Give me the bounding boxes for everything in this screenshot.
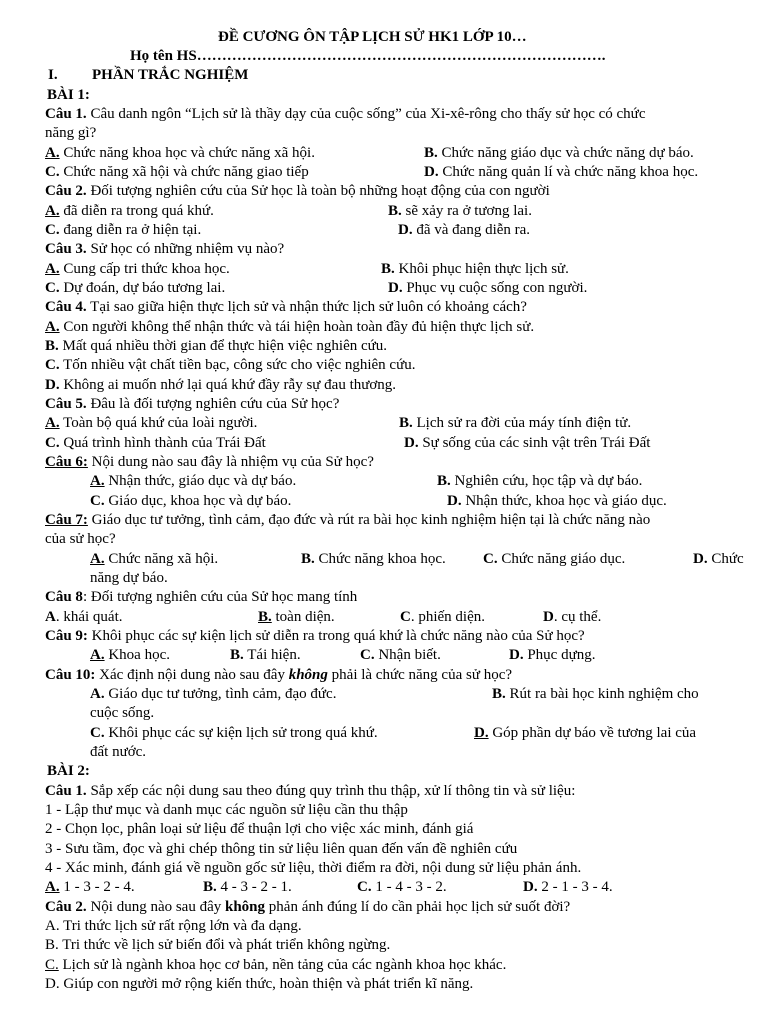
q2-label: Câu 2. — [45, 183, 87, 199]
q7-option-d[interactable]: D. Chức — [693, 551, 744, 567]
q1-option-d[interactable]: D. Chức năng quản lí và chức năng khoa học. — [424, 164, 699, 180]
student-name-dots: ………………………………………………………………………. — [196, 48, 606, 64]
q1-label: Câu 1. — [45, 106, 87, 122]
q10-option-b-cont[interactable]: cuộc sống. — [90, 705, 155, 721]
q9-text: Khôi phục các sự kiện lịch sử diễn ra trong quá khứ là chức năng nào của Sử học? — [87, 628, 585, 644]
question-6 — [0, 453, 768, 472]
q2-option-c[interactable]: C. đang diễn ra ở hiện tại. — [45, 222, 202, 238]
q4-label: Câu 4. — [45, 299, 87, 315]
q5-option-c[interactable]: C. Quá trình hình thành của Trái Đất — [45, 435, 266, 451]
b2-q1-option-b[interactable]: B. 4 - 3 - 2 - 1. — [203, 879, 292, 895]
q7-option-a[interactable]: A. Chức năng xã hội. — [90, 551, 219, 567]
q5-option-b[interactable]: B. Lịch sử ra đời của máy tính điện tử. — [399, 415, 632, 431]
part-heading-1 — [0, 86, 768, 105]
q2-option-d[interactable]: D. đã và đang diễn ra. — [398, 222, 531, 238]
b2-q2-label: Câu 2. — [45, 899, 87, 915]
q4-option-b[interactable]: B. Mất quá nhiều thời gian để thực hiện việc nghiên cứu. — [45, 338, 388, 354]
q8-text: : Đối tượng nghiên cứu của Sử học mang tính — [82, 589, 358, 605]
section-number: I. — [48, 67, 58, 83]
q8-option-b[interactable]: B. toàn diện. — [258, 609, 335, 625]
q3-option-d[interactable]: D. Phục vụ cuộc sống con người. — [388, 280, 588, 296]
q6-option-d[interactable]: D. Nhận thức, khoa học và giáo dục. — [447, 493, 667, 509]
q5-option-a[interactable]: A. Toàn bộ quá khứ của loài người. — [45, 415, 258, 431]
title-line — [0, 28, 768, 47]
q4-option-a[interactable]: A. Con người không thể nhận thức và tái hiện hoàn toàn đầy đủ hiện thực lịch sử. — [45, 319, 535, 335]
part2-title: BÀI 2: — [47, 763, 90, 779]
page-title: ĐỀ CƯƠNG ÔN TẬP LỊCH SỬ HK1 LỚP 10… — [218, 29, 527, 45]
q6-text: Nội dung nào sau đây là nhiệm vụ của Sử học? — [87, 454, 374, 470]
b2-q2-option-c[interactable]: C. Lịch sử là ngành khoa học cơ bản, nền tảng của các ngành khoa học khác. — [45, 957, 507, 973]
b2-q1-item: 3 - Sưu tầm, đọc và ghi chép thông tin sử liệu liên quan đến vấn đề nghiên cứu — [45, 841, 518, 857]
b2-q1-label: Câu 1. — [45, 783, 87, 799]
q8-label: Câu 8 — [45, 589, 83, 605]
q9-option-a[interactable]: A. Khoa học. — [90, 647, 170, 663]
question-7 — [0, 511, 768, 530]
b2-q1-option-a[interactable]: A. 1 - 3 - 2 - 4. — [45, 879, 135, 895]
question-3 — [0, 240, 768, 259]
q9-option-c[interactable]: C. Nhận biết. — [360, 647, 441, 663]
q9-option-d[interactable]: D. Phục dựng. — [509, 647, 596, 663]
q4-option-d[interactable]: D. Không ai muốn nhớ lại quá khứ đầy rẫy sự đau thương. — [45, 377, 397, 393]
q2-option-b[interactable]: B. sẽ xảy ra ở tương lai. — [388, 203, 532, 219]
q7-option-c[interactable]: C. Chức năng giáo dục. — [483, 551, 626, 567]
q3-label: Câu 3. — [45, 241, 87, 257]
question-2 — [0, 182, 768, 201]
q5-label: Câu 5. — [45, 396, 87, 412]
q6-option-c[interactable]: C. Giáo dục, khoa học và dự báo. — [90, 493, 292, 509]
b2-q1-item: 4 - Xác minh, đánh giá về nguồn gốc sử liệu, thời điểm ra đời, nội dung sử liệu phản ánh. — [45, 860, 582, 876]
question-8 — [0, 588, 768, 607]
q5-option-d[interactable]: D. Sự sống của các sinh vật trên Trái Đất — [404, 435, 651, 451]
q10-emphasis: không — [288, 667, 328, 683]
q1-option-b[interactable]: B. Chức năng giáo dục và chức năng dự báo. — [424, 145, 694, 161]
b2-q1-option-d[interactable]: D. 2 - 1 - 3 - 4. — [523, 879, 613, 895]
b2-question-2: Câu 2. Nội dung nào sau đây không phản ánh đúng lí do cần phải học lịch sử suốt đời? — [45, 899, 571, 915]
q10-option-d[interactable]: D. Góp phần dự báo về tương lai của — [474, 725, 697, 741]
q1-option-a[interactable]: A. Chức năng khoa học và chức năng xã hội. — [45, 145, 315, 161]
q3-option-c[interactable]: C. Dự đoán, dự báo tương lai. — [45, 280, 226, 296]
q6-option-a[interactable]: A. Nhận thức, giáo dục và dự báo. — [90, 473, 297, 489]
q9-option-b[interactable]: B. Tái hiện. — [230, 647, 301, 663]
b2-q1-option-c[interactable]: C. 1 - 4 - 3 - 2. — [357, 879, 447, 895]
q7-option-d-cont[interactable]: năng dự báo. — [90, 570, 168, 586]
q1-text: Câu danh ngôn “Lịch sử là thầy dạy của cuộc sống” của Xi-xê-rông cho thấy sử học có chức — [86, 106, 646, 122]
q3-option-b[interactable]: B. Khôi phục hiện thực lịch sử. — [381, 261, 569, 277]
b2-q2-option-d[interactable]: D. Giúp con người mở rộng kiến thức, hoàn thiện và phát triển kĩ năng. — [45, 976, 474, 992]
q10-option-b[interactable]: B. Rút ra bài học kinh nghiệm cho — [492, 686, 699, 702]
q4-option-c[interactable]: C. Tốn nhiều vật chất tiền bạc, công sức cho việc nghiên cứu. — [45, 357, 416, 373]
q7-text-cont: của sử học? — [45, 531, 116, 547]
q1-options-ab — [0, 144, 768, 163]
part-heading-2 — [0, 762, 768, 781]
q7-label: Câu 7: — [45, 512, 88, 528]
b2-q2-option-b[interactable]: B. Tri thức về lịch sử biến đổi và phát triển không ngừng. — [45, 937, 391, 953]
q1-text-cont: năng gì? — [45, 125, 97, 141]
q9-label: Câu 9: — [45, 628, 88, 644]
question-4 — [0, 298, 768, 317]
q8-option-d[interactable]: D. cụ thể. — [543, 609, 602, 625]
q5-text: Đâu là đối tượng nghiên cứu của Sử học? — [86, 396, 340, 412]
question-5 — [0, 395, 768, 414]
q1-option-c[interactable]: C. Chức năng xã hội và chức năng giao tiếp — [45, 164, 309, 180]
b2-question-1 — [0, 782, 768, 801]
question-1 — [0, 105, 768, 124]
q8-option-a[interactable]: A. khái quát. — [45, 609, 123, 625]
q10-label: Câu 10: — [45, 667, 96, 683]
section-title: PHẦN TRẮC NGHIỆM — [92, 67, 249, 83]
question-9 — [0, 627, 768, 646]
section-heading — [0, 66, 768, 85]
q2-text: Đối tượng nghiên cứu của Sử học là toàn bộ những hoạt động của con người — [86, 183, 550, 199]
b2-q1-item: 1 - Lập thư mục và danh mục các nguồn sử liệu cần thu thập — [45, 802, 408, 818]
q6-option-b[interactable]: B. Nghiên cứu, học tập và dự báo. — [437, 473, 643, 489]
part1-title: BÀI 1: — [47, 87, 90, 103]
q10-option-d-cont[interactable]: đất nước. — [90, 744, 147, 760]
q3-option-a[interactable]: A. Cung cấp tri thức khoa học. — [45, 261, 230, 277]
q4-text: Tại sao giữa hiện thực lịch sử và nhận thức lịch sử luôn có khoảng cách? — [86, 299, 527, 315]
q6-label: Câu 6: — [45, 454, 88, 470]
q2-option-a[interactable]: A. đã diễn ra trong quá khứ. — [45, 203, 214, 219]
q7-text: Giáo dục tư tưởng, tình cảm, đạo đức và rút ra bài học kinh nghiệm hiện tại là chức năng nào — [87, 512, 651, 528]
b2-q1-text: Sắp xếp các nội dung sau theo đúng quy trình thu thập, xử lí thông tin và sử liệu: — [86, 783, 576, 799]
q1-options-cd — [0, 163, 768, 182]
q7-option-b[interactable]: B. Chức năng khoa học. — [301, 551, 446, 567]
q10-option-c[interactable]: C. Khôi phục các sự kiện lịch sử trong quá khứ. — [90, 725, 378, 741]
q8-option-c[interactable]: C. phiến diện. — [400, 609, 485, 625]
b2-q1-item: 2 - Chọn lọc, phân loại sử liệu để thuận lợi cho việc xác minh, đánh giá — [45, 821, 474, 837]
question-10: Câu 10: Xác định nội dung nào sau đây không phải là chức năng của sử học? — [45, 667, 513, 683]
b2-q2-emphasis: không — [225, 899, 266, 915]
student-name-line — [0, 47, 768, 66]
b2-q2-option-a[interactable]: A. Tri thức lịch sử rất rộng lớn và đa dạng. — [45, 918, 302, 934]
q3-text: Sử học có những nhiệm vụ nào? — [86, 241, 285, 257]
student-name-label: Họ tên HS — [130, 48, 197, 64]
q10-option-a[interactable]: A. Giáo dục tư tưởng, tình cảm, đạo đức. — [90, 686, 337, 702]
